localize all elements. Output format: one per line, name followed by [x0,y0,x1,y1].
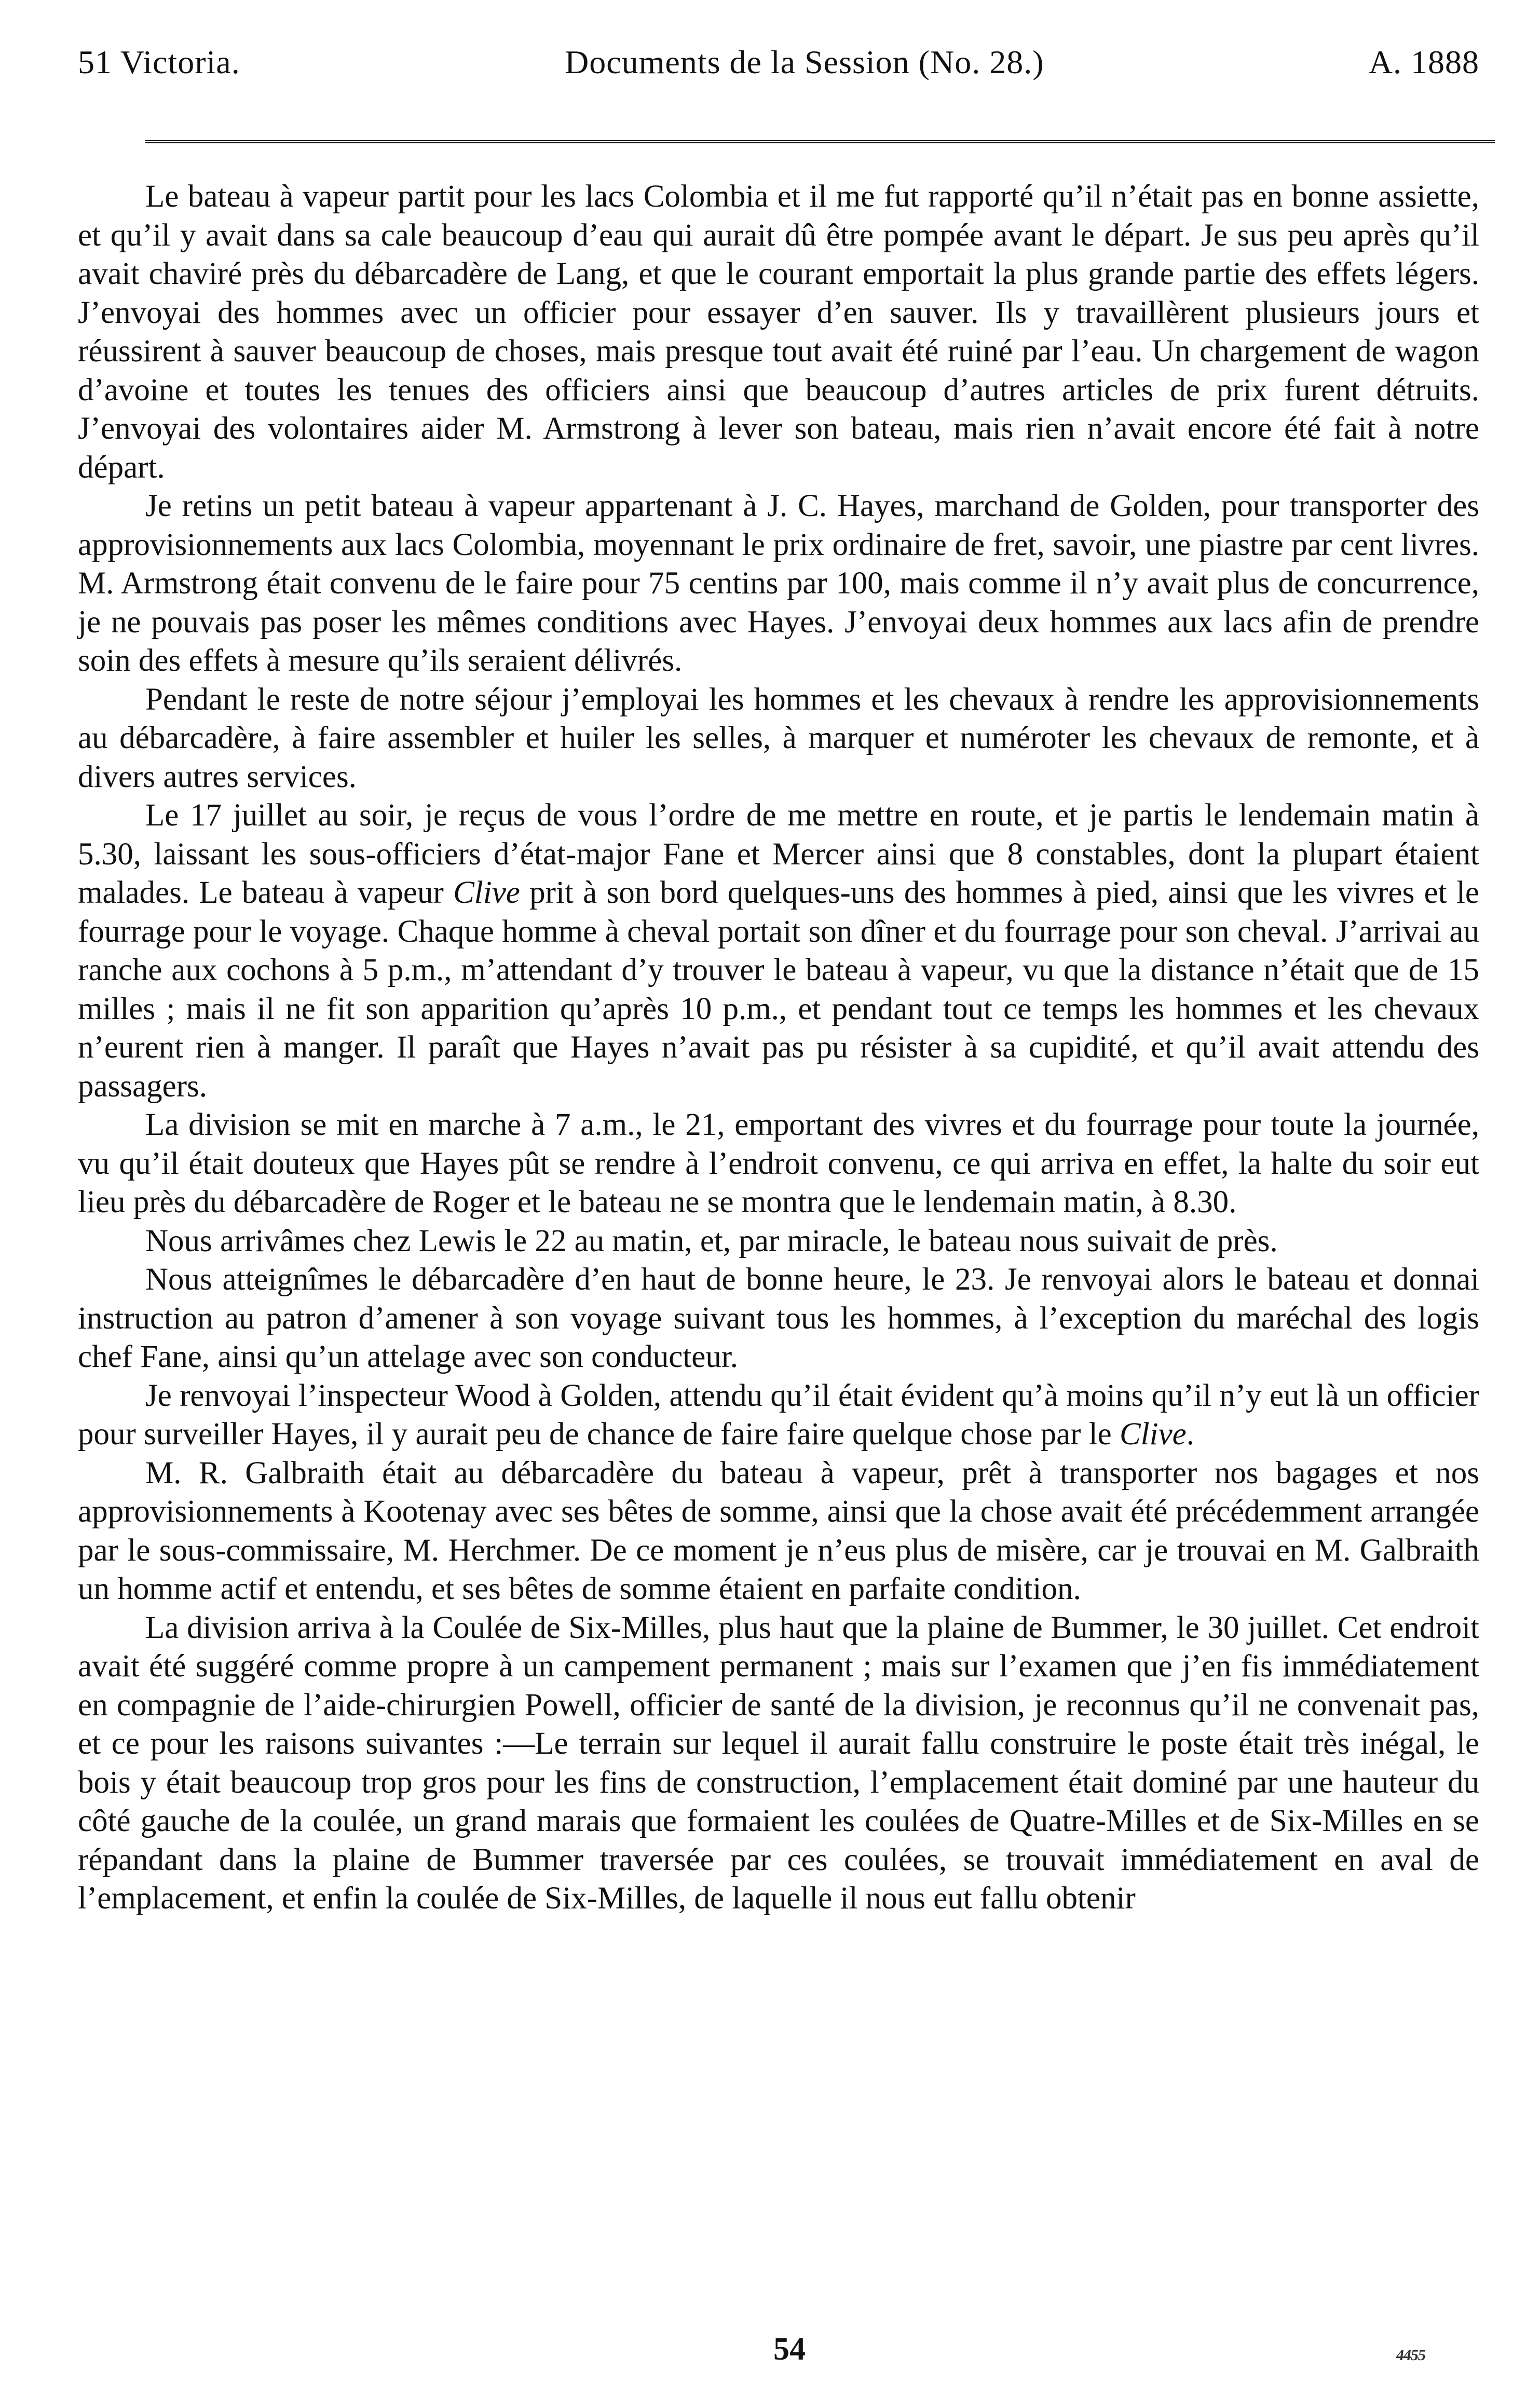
paragraph [78,1454,1479,1609]
paragraph-text: Je renvoyai l’inspecteur Wood à Golden, attendu qu’il était évident qu’à moins qu’il n’y eut là un officier pour surveiller Hayes, il y aurait peu de chance de faire faire quelque chose par le [78,1378,1479,1452]
document-page [78,42,1480,2367]
paragraph-text: M. R. Galbraith était au débarcadère du bateau à vapeur, prêt à transporter nos bagages et nos approvisionnements à Kootenay avec ses bêtes de somme, ainsi que la chose avait été précédemment arrangée par le sous-commissaire, M. Herchmer. De ce moment je n’eus plus de misère, car je trouvai en M. Galbraith un homme actif et entendu, et ses bêtes de somme étaient en parfaite condition. [78,1455,1479,1606]
header-right: A. 1888 [1368,44,1479,80]
paragraph-text: Nous atteignîmes le débarcadère d’en haut de bonne heure, le 23. Je renvoyai alors le bateau et donnai instruction au patron d’amener à son voyage suivant tous les hommes, à l’exception du maréchal des logis chef Fane, ainsi qu’un attelage avec son conducteur. [78,1262,1479,1374]
document-body [78,178,1479,1918]
header-center: Documents de la Session (No. 28.) [564,44,1044,80]
header-rule [145,140,1495,146]
paragraph-text: Pendant le reste de notre séjour j’employai les hommes et les chevaux à rendre les approvisionnements au débarcadère, à faire assembler et huiler les selles, à marquer et numéroter les chevaux de remonte, et à divers autres services. [78,682,1479,794]
italic-text: Clive [1119,1417,1187,1452]
paragraph [78,1261,1479,1377]
page-number: 54 [773,2332,806,2367]
paragraph-text: Le bateau à vapeur partit pour les lacs Colombia et il me fut rapporté qu’il n’était pas en bonne assiette, et qu’il y avait dans sa cale beaucoup d’eau qui aurait dû être pompée avant le départ. Je sus peu après qu’il avait chaviré près du débarcadère de Lang, et que le courant emportait la plus grande partie des effets légers. J’envoyai des hommes avec un officier pour essayer d’en sauver. Ils y travaillèrent plusieurs jours et réussirent à sauver beaucoup de choses, mais presque tout avait été ruiné par l’eau. Un chargement de wagon d’avoine et toutes les tenues des officiers ainsi que beaucoup d’autres articles de prix furent détruits. J’envoyai des volontaires aider M. Armstrong à lever son bateau, mais rien n’avait encore été fait à notre départ. [78,179,1479,485]
paragraph [78,1106,1479,1222]
paragraph [78,681,1479,797]
paragraph [78,178,1479,487]
paragraph-text: . [1186,1417,1194,1452]
italic-text: Clive [453,875,520,910]
paragraph-text: prit à son bord quelques-uns des hommes à pied, ainsi que les vivres et le fourrage pour le voyage. Chaque homme à cheval portait son dîner et du fourrage pour son cheval. J’arrivai au ranche aux cochons à 5 p.m., m’attendant d’y trouver le bateau à vapeur, vu que la distance n’était que de 15 milles ; mais il ne fit son apparition qu’après 10 p.m., et pendant tout ce temps les hommes et les chevaux n’eurent rien à manger. Il paraît que Hayes n’avait pas pu résister à sa cupidité, et qu’il avait attendu des passagers. [78,875,1480,1104]
paragraph [78,1609,1479,1918]
header-left: 51 Victoria. [78,44,240,80]
paragraph-text: Je retins un petit bateau à vapeur appartenant à J. C. Hayes, marchand de Golden, pour transporter des approvisionnements aux lacs Colombia, moyennant le prix ordinaire de fret, savoir, une piastre par cent livres. M. Armstrong était convenu de le faire pour 75 centins par 100, mais comme il n’y avait plus de concurrence, je ne pouvais pas poser les mêmes conditions avec Hayes. J’envoyai deux hommes aux lacs afin de prendre soin des effets à mesure qu’ils seraient délivrés. [78,489,1479,678]
printer-stamp: 4455 [1395,2347,1427,2364]
paragraph [78,796,1479,1106]
page-footer [78,2331,1479,2378]
paragraph-text: La division se mit en marche à 7 a.m., le 21, emportant des vivres et du fourrage pour toute la journée, vu qu’il était douteux que Hayes pût se rendre à l’endroit convenu, ce qui arriva en effet, la halte du soir eut lieu près du débarcadère de Roger et le bateau ne se montra que le lendemain matin, à 8.30. [78,1107,1479,1220]
running-header [78,42,1479,83]
paragraph-text: Nous arrivâmes chez Lewis le 22 au matin, et, par miracle, le bateau nous suivait de près. [145,1223,1278,1258]
paragraph-text: La division arriva à la Coulée de Six-Milles, plus haut que la plaine de Bummer, le 30 juillet. Cet endroit avait été suggéré comme propre à un campement permanent ; mais sur l’examen que j’en fis immédiatement en compagnie de l’aide-chirurgien Powell, officier de santé de la division, je reconnus qu’il ne convenait pas, et ce pour les raisons suivantes :—Le terrain sur lequel il aurait fallu construire le poste était très inégal, le bois y était beaucoup trop gros pour les fins de construction, l’emplacement était dominé par une hauteur du côté gauche de la coulée, un grand marais que formaient les coulées de Quatre-Milles et de Six-Milles en se répandant dans la plaine de Bummer traversée par ces coulées, se trouvait immédiatement en aval de l’emplacement, et enfin la coulée de Six-Milles, de laquelle il nous eut fallu obtenir [78,1610,1479,1916]
paragraph [78,487,1479,681]
paragraph [78,1222,1479,1261]
paragraph [78,1377,1479,1454]
paragraph-text: Le 17 juillet au soir, je reçus de vous l’ordre de me mettre en route, et je partis le lendemain matin à 5.30, laissant les sous-officiers d’état-major Fane et Mercer ainsi que 8 constables, dont la plupart étaient malades. Le bateau à vapeur [78,798,1479,910]
